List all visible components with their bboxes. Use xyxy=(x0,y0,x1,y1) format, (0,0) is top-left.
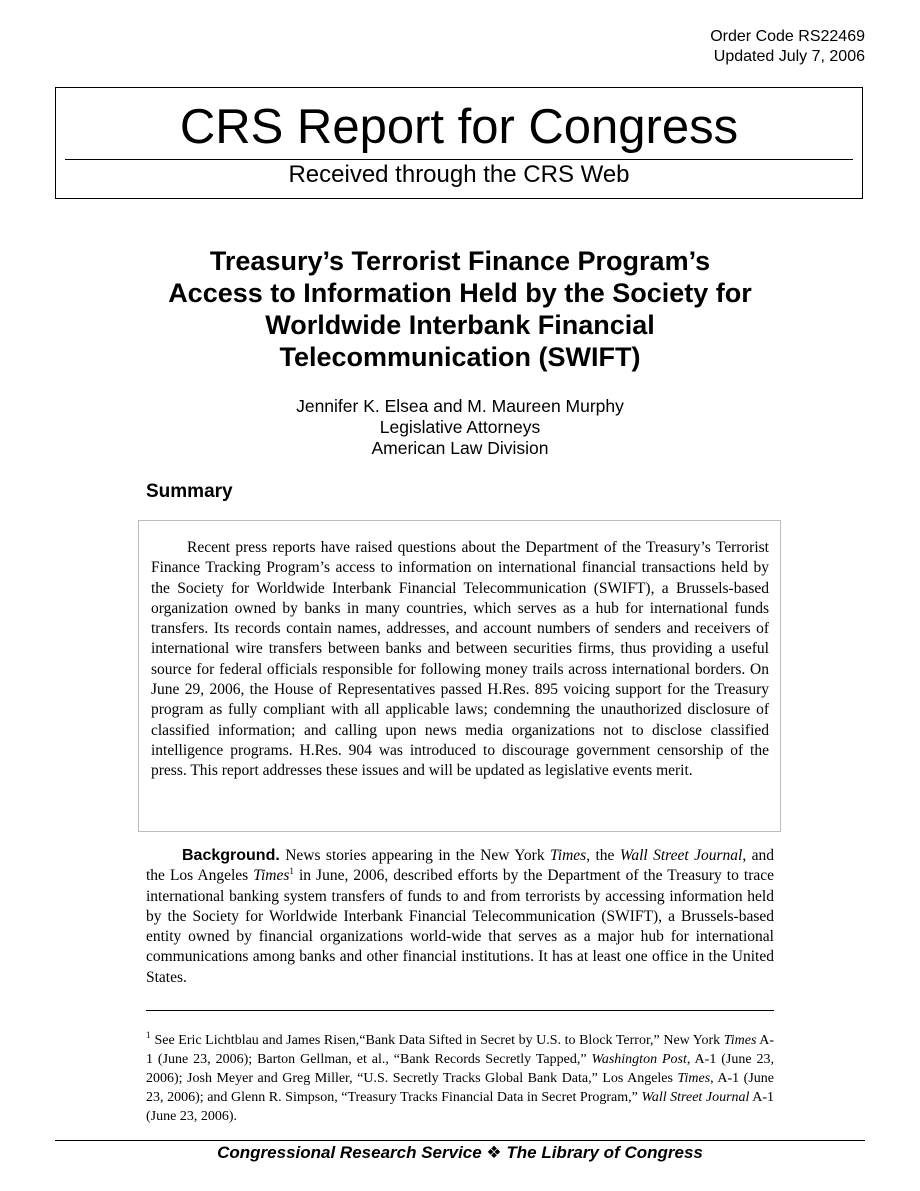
footnote-text-italic: Times xyxy=(677,1071,711,1086)
background-paragraph xyxy=(146,846,774,988)
footnote-text: A-1 (June 23, 2006); Barton Gellman, et al., “Bank Records Secretly Tapped,” xyxy=(146,1033,774,1067)
masthead-subtitle: Received through the CRS Web xyxy=(288,161,630,188)
footnote-text: , A-1 (June 23, 2006); and Glenn R. Simpson, “Treasury Tracks Financial Data in Secret Program,” xyxy=(146,1071,774,1105)
footnote-text-italic: Times xyxy=(723,1033,757,1048)
footnote-divider xyxy=(146,1010,774,1011)
background-text-italic: Wall Street Journal xyxy=(619,847,743,864)
background-text: , the xyxy=(586,847,620,864)
background-text: , and the Los Angeles xyxy=(146,847,774,885)
report-title-line: Worldwide Interbank Financial xyxy=(265,310,655,340)
author-role: Legislative Attorneys xyxy=(379,417,541,437)
report-title-line: Telecommunication (SWIFT) xyxy=(279,342,641,372)
author-division: American Law Division xyxy=(371,438,549,458)
author-names: Jennifer K. Elsea and M. Maureen Murphy xyxy=(296,396,624,416)
author-block xyxy=(0,396,920,459)
background-text-italic: Times xyxy=(253,867,290,885)
order-code-block xyxy=(710,27,865,67)
report-title-line: Access to Information Held by the Society for xyxy=(168,278,752,308)
footnote-number: 1 xyxy=(146,1030,151,1041)
footnote-text: See Eric Lichtblau and James Risen,“Bank Data Sifted in Secret by U.S. to Block Terror,” New York xyxy=(154,1033,724,1048)
footnote-text-italic: Washington Post xyxy=(591,1052,687,1067)
background-text: News stories appearing in the New York xyxy=(279,847,550,864)
masthead-title: CRS Report for Congress xyxy=(179,100,739,154)
masthead xyxy=(55,87,863,199)
footer-text: Congressional Research Service ❖ The Library of Congress xyxy=(217,1143,703,1162)
updated-date: Updated July 7, 2006 xyxy=(713,48,865,65)
footnote-text: A-1 (June 23, 2006). xyxy=(146,1090,775,1124)
order-code: Order Code RS22469 xyxy=(710,28,865,45)
report-title-line: Treasury’s Terrorist Finance Program’s xyxy=(209,246,711,276)
footer-divider xyxy=(55,1140,865,1141)
footnote-text: , A-1 (June 23, 2006); Josh Meyer and Greg Miller, “U.S. Secretly Tracks Global Bank Data,” Los Angeles xyxy=(146,1052,774,1086)
background-text-italic: Times xyxy=(550,847,587,864)
footnote xyxy=(146,1031,774,1126)
summary-heading: Summary xyxy=(146,481,233,502)
background-heading: Background. xyxy=(182,847,280,864)
report-title xyxy=(100,245,820,373)
footnote-reference[interactable]: 1 xyxy=(289,866,294,877)
background-text: in June, 2006, described efforts by the Department of the Treasury to trace international banking system transfers of funds to and from terrorists by accessing information held by the Society for Worldwide Interbank Financial Telecommunication (SWIFT), a Brussels-based entity owned by financial organizations world-wide that serves as a major hub for international communications among banks and other financial institutions. It has at least one office in the United States. xyxy=(146,867,775,986)
summary-text: Recent press reports have raised questions about the Department of the Treasury’s Terrorist Finance Tracking Program’s access to information on international financial transactions held by the Society for Worldwide Interbank Financial Telecommunication (SWIFT), a Brussels-based organization owned by banks in many countries, which serves as a hub for international funds transfers. Its records contain names, addresses, and account numbers of senders and receivers of international wire transfers between banks and between securities firms, thus providing a useful source for federal officials responsible for following money trails across international borders. On June 29, 2006, the House of Representatives passed H.Res. 895 voicing support for the Treasury program as fully compliant with all applicable laws; condemning the unauthorized disclosure of classified information; and calling upon news media organizations not to disclose classified intelligence programs. H.Res. 904 was introduced to discourage government censorship of the press. This report addresses these issues and will be updated as legislative events merit. xyxy=(151,539,769,780)
footnote-text-italic: Wall Street Journal xyxy=(641,1090,750,1105)
